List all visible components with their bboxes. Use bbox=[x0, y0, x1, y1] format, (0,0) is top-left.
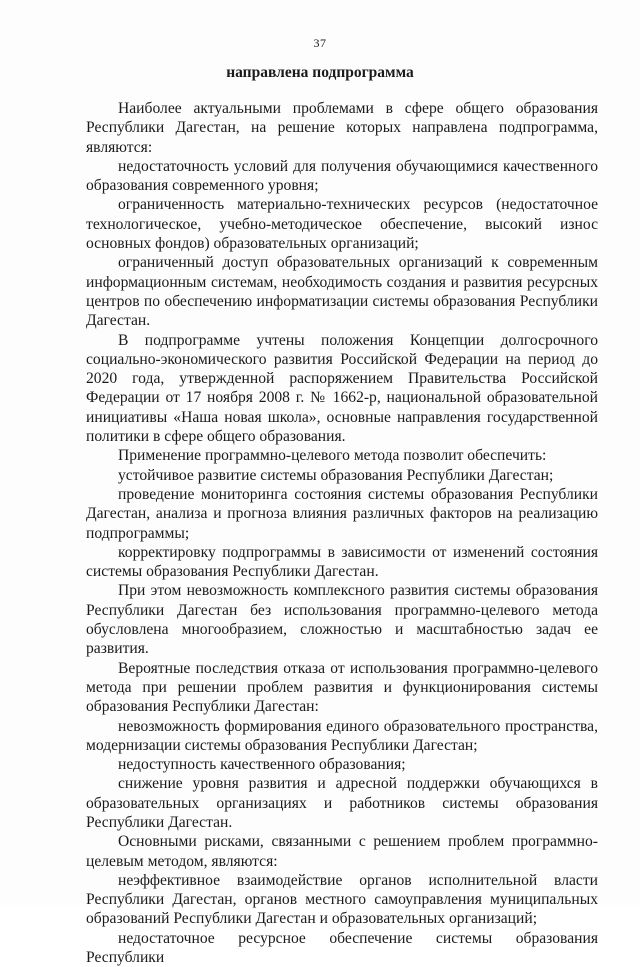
paragraph: снижение уровня развития и адресной поддержки обучающихся в образовательных организациях и работников системы образования Республики Дагестан. bbox=[86, 775, 598, 831]
paragraph: В подпрограмме учтены положения Концепции долгосрочного социально-экономического развития Российской Федерации на период до 2020 года, утвержденной распоряжением Правительства Российской Федерации от 17 ноября 2008 г. № 1662-р, национальной образовательной инициативы «Наша новая школа», основные направления государственной политики в сфере общего образования. bbox=[86, 331, 598, 446]
paragraph: устойчивое развитие системы образования Республики Дагестан; bbox=[118, 466, 554, 484]
paragraph: невозможность формирования единого образовательного пространства, модернизации системы образования Республики Дагестан; bbox=[86, 717, 598, 754]
paragraph: проведение мониторинга состояния системы образования Республики Дагестан, анализа и прогноза влияния различных факторов на реализацию подпрограммы; bbox=[86, 485, 598, 542]
paragraph: Основными рисками, связанными с решением проблем программно-целевым методом, являются: bbox=[86, 833, 598, 870]
paragraph: корректировку подпрограммы в зависимости от изменений состояния системы образования Республики Дагестан. bbox=[86, 543, 598, 581]
paragraph: недостаточное ресурсное обеспечение системы образования Республики bbox=[86, 929, 598, 967]
paragraph: недостаточность условий для получения обучающимися качественного образования современного уровня; bbox=[86, 157, 598, 195]
paragraph: ограниченный доступ образовательных организаций к современным информационным системам, необходимость создания и развития ресурсных центров по обеспечению информатизации системы образования Республики Дагестан. bbox=[86, 254, 598, 330]
paragraph: неэффективное взаимодействие органов исполнительной власти Республики Дагестан, органов местного самоуправления муниципальных образований Республики Дагестан и образовательных организаций; bbox=[86, 871, 598, 928]
paragraph: При этом невозможность комплексного развития системы образования Республики Дагестан без использования программно-целевого метода обусловлена многообразием, сложностью и масштабностью задач ее развития. bbox=[86, 582, 598, 658]
paragraph: недоступность качественного образования; bbox=[118, 756, 406, 774]
paragraph: ограниченность материально-технических ресурсов (недостаточное технологическое, учебно-методическое обеспечение, высокий износ основных фондов) образовательных организаций; bbox=[86, 196, 598, 253]
paragraph: Наиболее актуальными проблемами в сфере общего образования Республики Дагестан, на решение которых направлена подпрограмма, являются: bbox=[86, 100, 598, 156]
page-number: 37 bbox=[313, 36, 327, 50]
paragraph: Применение программно-целевого метода позволит обеспечить: bbox=[118, 447, 547, 465]
section-heading: направлена подпрограмма bbox=[226, 64, 414, 81]
paragraph: Вероятные последствия отказа от использования программно-целевого метода при решении проблем развития и функционирования системы образования Республики Дагестан: bbox=[86, 659, 598, 716]
body-text bbox=[86, 99, 598, 967]
